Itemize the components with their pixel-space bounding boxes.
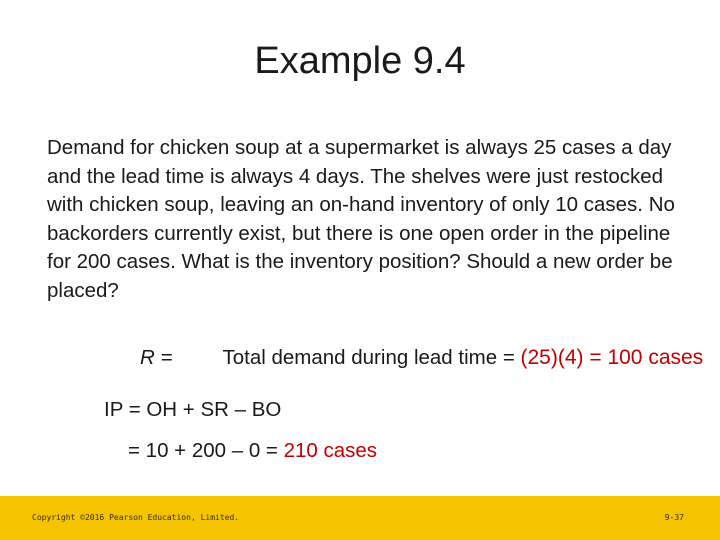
inventory-position-formula: IP = OH + SR – BO [104,398,282,421]
inventory-position-result: 210 cases [283,439,378,462]
reorder-point-description: Total demand during lead time = [222,346,515,369]
reorder-point-calculation: (25)(4) = 100 cases [520,346,704,369]
slide-title: Example 9.4 [254,40,466,82]
problem-statement: Demand for chicken soup at a supermarket is always 25 cases a day and the lead time is always 4 days. The shelves were just restocked with chicken soup, leaving an on-hand inventory of only 10 cases. No backorders currently exist, but there is one open order in the pipeline for 200 cases. What is the inventory position? Should a new order be placed? [47,136,675,302]
footer-bar [0,496,720,540]
footer-page-number: 9-37 [664,513,684,522]
reorder-point-label: R = [140,346,173,369]
inventory-position-calculation [128,439,377,463]
footer-copyright: Copyright ©2016 Pearson Education, Limited. [32,513,240,522]
inventory-position-calc-prefix: = 10 + 200 – 0 = [128,439,278,462]
reorder-point-line [140,346,720,370]
